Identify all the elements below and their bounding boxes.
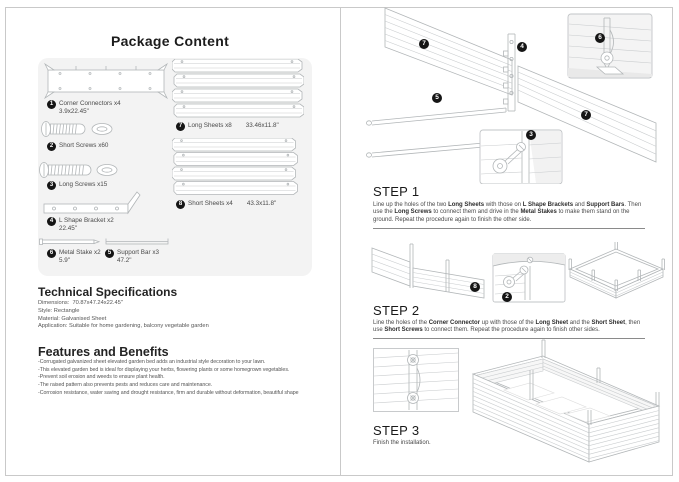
l-shape-bracket-drawing	[42, 191, 142, 217]
feature-line: -This elevated garden bed is ideal for displaying your herbs, flowering plants or some homegrown vegetables.	[38, 366, 290, 373]
item-label: Long Sheets x8	[188, 122, 232, 129]
feature-line: -Prevent soil erosion and weeds to ensure plant health.	[38, 374, 165, 381]
features-title: Features and Benefits	[38, 345, 169, 359]
tech-specs-lines	[38, 300, 209, 331]
item-label: Long Screws x15	[59, 181, 108, 188]
item-number-badge: 4	[47, 217, 56, 226]
item-dimension: 33.46x11.8"	[245, 122, 279, 129]
item-number-badge: 6	[47, 249, 56, 258]
feature-line: -Corrosion resistance, water saving and drought resistance, firm and durable without deformation, beautiful shape	[38, 389, 299, 396]
part-number-badge: 3	[526, 130, 536, 140]
short-sheets-drawing	[172, 138, 298, 196]
package-item-long-sheets	[176, 122, 279, 131]
item-dimension: 5.9"	[59, 256, 70, 264]
feature-line: -The raised pattern also prevents pests and reduces care and maintenance.	[38, 382, 213, 389]
item-label: Short Screws x60	[59, 142, 109, 149]
item-dimension: 43.3x11.8"	[246, 200, 277, 207]
item-number-badge: 7	[176, 122, 185, 131]
item-label: Metal Stake x2	[59, 249, 101, 256]
corner-connector-drawing	[44, 62, 168, 100]
item-label: Support Bar x3	[117, 249, 160, 256]
part-number-badge: 8	[470, 282, 480, 292]
column-divider	[340, 7, 341, 476]
long-screw-drawing	[38, 161, 120, 179]
step2-title: STEP 2	[373, 303, 420, 318]
section-divider	[373, 228, 645, 229]
features-lines	[38, 359, 299, 398]
item-number-badge: 3	[47, 181, 56, 190]
package-item-support-bar	[105, 249, 159, 264]
support-bar-drawing	[104, 237, 170, 247]
item-number-badge: 5	[105, 249, 114, 258]
step2-diagram	[358, 242, 670, 304]
metal-stake-drawing	[38, 237, 102, 247]
spec-line: Material: Galvanised Sheet	[38, 315, 107, 322]
step1-diagram	[358, 4, 670, 184]
step1-title: STEP 1	[373, 184, 420, 199]
step1-body: Line up the holes of the two Long Sheets with those on L Shape Brackets and Support Bars. Then use the Long Screws to connect them and drive in the Metal Stakes to make them stand on the ground. Repeat the procedure again to finish the other side.	[373, 202, 642, 223]
step3-detail-inset	[373, 348, 459, 412]
part-number-badge: 2	[502, 292, 512, 302]
spec-line: Application: Suitable for home gardening, balcony vegetable garden	[38, 323, 209, 330]
part-number-badge: 4	[517, 42, 527, 52]
part-number-badge: 6	[595, 33, 605, 43]
item-dimension: 47.2"	[117, 256, 132, 264]
spec-line: Dimensions: 70.87x47.24x22.45"	[38, 300, 123, 306]
item-number-badge: 2	[47, 142, 56, 151]
part-number-badge: 5	[432, 93, 442, 103]
package-item-l-bracket	[47, 217, 114, 232]
item-dimension: 22.45"	[59, 224, 77, 232]
item-label: L Shape Bracket x2	[59, 217, 114, 224]
spec-line: Style: Rectangle	[38, 307, 80, 314]
step3-title: STEP 3	[373, 423, 420, 438]
item-number-badge: 8	[176, 200, 185, 209]
short-screw-drawing	[40, 120, 116, 138]
part-number-badge: 7	[581, 110, 591, 120]
item-label: Short Sheets x4	[188, 200, 233, 207]
item-dimension: 3.9x22.45"	[59, 107, 89, 115]
step3-body: Finish the installation.	[373, 440, 431, 446]
item-number-badge: 1	[47, 100, 56, 109]
package-item-short-screws	[47, 142, 108, 151]
long-sheets-drawing	[172, 59, 304, 121]
page-title: Package Content	[110, 33, 230, 49]
package-item-metal-stake	[47, 249, 101, 264]
package-item-corner-connectors	[47, 100, 121, 115]
part-number-badge: 7	[419, 39, 429, 49]
package-item-long-screws	[47, 181, 107, 190]
feature-line: -Corrugated galvanized sheet elevated garden bed adds an industrial style decoration to your lawn.	[38, 359, 266, 365]
step2-body: Line the holes of the Corner Connector up with those of the Long Sheet and the Short Sheet, then use Short Screws to connect them. Repeat the procedure again to finish other sides.	[373, 320, 641, 334]
tech-specs-title: Technical Specifications	[38, 285, 178, 299]
item-label: Corner Connectors x4	[59, 100, 121, 107]
package-item-short-sheets	[176, 200, 276, 209]
